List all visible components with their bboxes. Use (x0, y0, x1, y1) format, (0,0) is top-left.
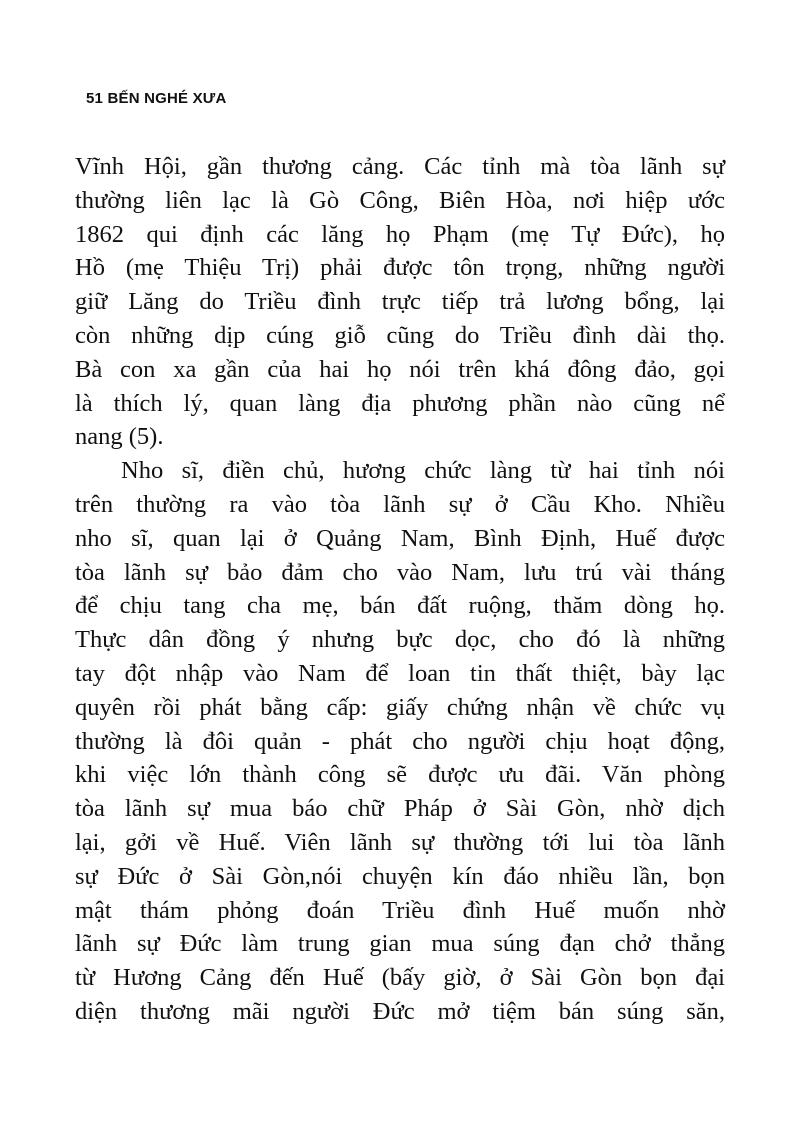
text-line: còn những dịp cúng giỗ cũng do Triều đình dài thọ. (75, 321, 725, 349)
text-line: là thích lý, quan làng địa phương phần nào cũng nể (75, 389, 725, 417)
body-text (75, 150, 725, 1029)
text-line: thường là đôi quản - phát cho người chịu hoạt động, (75, 727, 725, 755)
text-line: giữ Lăng do Triều đình trực tiếp trả lương bổng, lại (75, 288, 725, 316)
text-line: từ Hương Cảng đến Huế (bấy giờ, ở Sài Gòn bọn đại (75, 964, 725, 992)
text-line: diện thương mãi người Đức mở tiệm bán súng săn, (75, 997, 725, 1025)
text-line: tòa lãnh sự mua báo chữ Pháp ở Sài Gòn, nhờ dịch (75, 795, 725, 823)
text-line: thường liên lạc là Gò Công, Biên Hòa, nơi hiệp ước (75, 186, 725, 214)
text-line: để chịu tang cha mẹ, bán đất ruộng, thăm dòng họ. (75, 592, 725, 620)
text-line: Thực dân đồng ý nhưng bực dọc, cho đó là những (75, 626, 725, 654)
text-line: lại, gởi về Huế. Viên lãnh sự thường tới lui tòa lãnh (75, 828, 725, 856)
text-line: quyên rồi phát bằng cấp: giấy chứng nhận về chức vụ (75, 693, 725, 721)
text-line: khi việc lớn thành công sẽ được ưu đãi. Văn phòng (75, 761, 725, 789)
text-line: trên thường ra vào tòa lãnh sự ở Cầu Kho. Nhiều (75, 490, 725, 518)
text-line: tay đột nhập vào Nam để loan tin thất thiệt, bày lạc (75, 659, 725, 687)
text-line: nang (5). (75, 423, 164, 451)
text-line: tòa lãnh sự bảo đảm cho vào Nam, lưu trú vài tháng (75, 558, 725, 586)
running-head: 51 BẾN NGHÉ XƯA (86, 90, 227, 107)
text-line: mật thám phỏng đoán Triều đình Huế muốn nhờ (75, 896, 725, 924)
text-line: Nho sĩ, điền chủ, hương chức làng từ hai tỉnh nói (121, 457, 725, 485)
text-line: lãnh sự Đức làm trung gian mua súng đạn chở thẳng (75, 930, 725, 958)
text-line: 1862 qui định các lăng họ Phạm (mẹ Tự Đức), họ (75, 220, 725, 248)
text-line: Bà con xa gần của hai họ nói trên khá đông đảo, gọi (75, 355, 725, 383)
text-line: Hồ (mẹ Thiệu Trị) phải được tôn trọng, những người (75, 254, 725, 282)
text-line: nho sĩ, quan lại ở Quảng Nam, Bình Định, Huế được (75, 524, 725, 552)
text-line: Vĩnh Hội, gần thương cảng. Các tỉnh mà tòa lãnh sự (75, 153, 725, 180)
text-line: sự Đức ở Sài Gòn,nói chuyện kín đáo nhiều lần, bọn (75, 862, 725, 890)
